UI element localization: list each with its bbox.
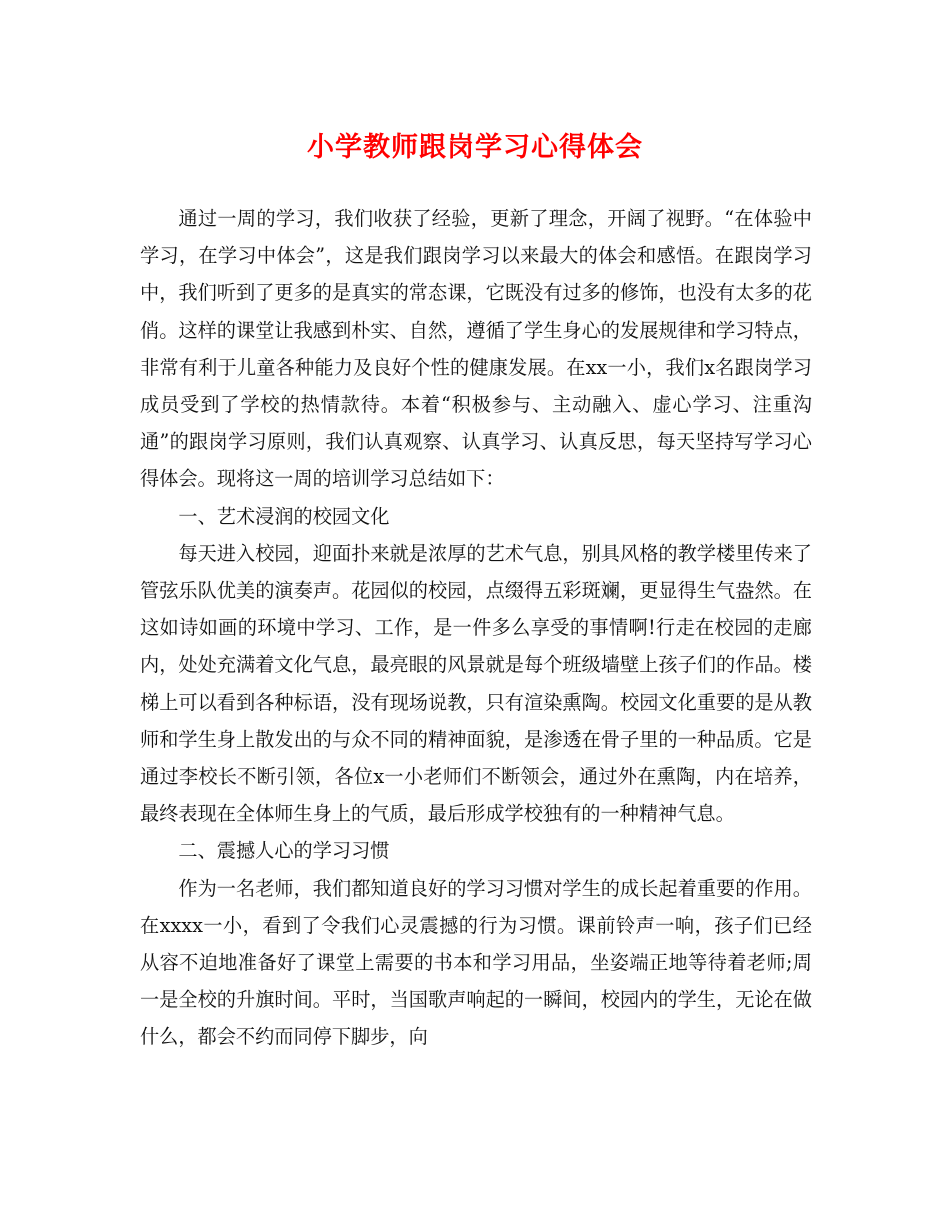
document-body — [140, 200, 812, 1056]
paragraph-campus-culture: 每天进入校园，迎面扑来就是浓厚的艺术气息，别具风格的教学楼里传来了管弦乐队优美的演奏声。花园似的校园，点缀得五彩斑斓，更显得生气盎然。在这如诗如画的环境中学习、工作，是一件多么享受的事情啊!行走在校园的走廊内，处处充满着文化气息，最亮眼的风景就是每个班级墙壁上孩子们的作品。楼梯上可以看到各种标语，没有现场说教，只有渲染熏陶。校园文化重要的是从教师和学生身上散发出的与众不同的精神面貌，是渗透在骨子里的一种品质。它是通过李校长不断引领，各位x一小老师们不断领会，通过外在熏陶，内在培养，最终表现在全体师生身上的气质，最后形成学校独有的一种精神气息。 — [140, 541, 812, 826]
section-heading-1: 一、艺术浸润的校园文化 — [178, 504, 390, 528]
paragraph-study-habits: 作为一名老师，我们都知道良好的学习习惯对学生的成长起着重要的作用。在xxxx一小，看到了令我们心灵震撼的行为习惯。课前铃声一响，孩子们已经从容不迫地准备好了课堂上需要的书本和学习用品，坐姿端正地等待着老师;周一是全校的升旗时间。平时，当国歌声响起的一瞬间，校园内的学生，无论在做什么，都会不约而同停下脚步，向 — [140, 876, 812, 1049]
document-title: 小学教师跟岗学习心得体会 — [307, 132, 643, 163]
paragraph-intro: 通过一周的学习，我们收获了经验，更新了理念，开阔了视野。“在体验中学习，在学习中体会”，这是我们跟岗学习以来最大的体会和感悟。在跟岗学习中，我们听到了更多的是真实的常态课，它既没有过多的修饰，也没有太多的花俏。这样的课堂让我感到朴实、自然，遵循了学生身心的发展规律和学习特点，非常有利于儿童各种能力及良好个性的健康发展。在xx一小，我们x名跟岗学习成员受到了学校的热情款待。本着“积极参与、主动融入、虚心学习、注重沟通”的跟岗学习原则，我们认真观察、认真学习、认真反思，每天坚持写学习心得体会。现将这一周的培训学习总结如下： — [140, 207, 812, 491]
section-heading-2: 二、震撼人心的学习习惯 — [178, 839, 390, 863]
